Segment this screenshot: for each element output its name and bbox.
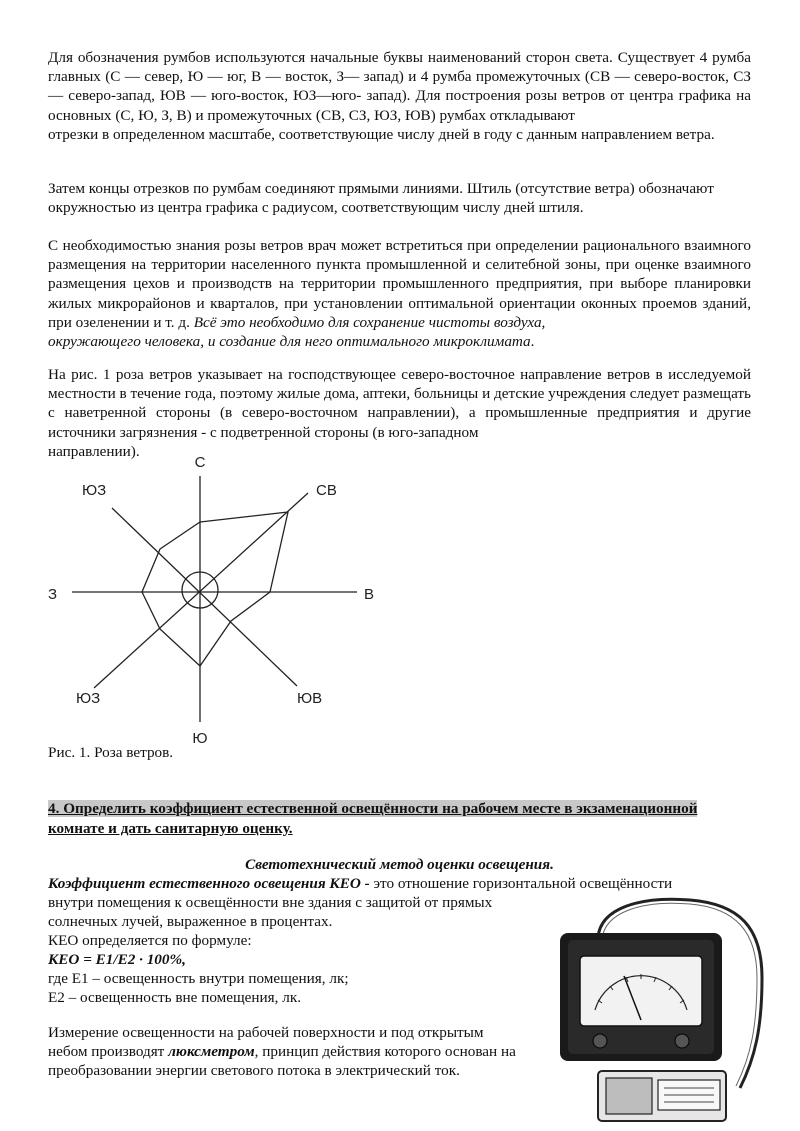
- keo-definition-line-3: солнечных лучей, выраженное в процентах.: [48, 913, 333, 930]
- paragraph-rhumbs-text: Для обозначения румбов используются начальные буквы наименований сторон света. Существует 4 румба главных (С — север, Ю — юг, В — восток, З— запад) и 4 румба промежуточных (СВ — северо-восток, СЗ — северо-запад, ЮВ — юго-восток, ЮЗ—юго- запад). Для построения розы ветров от центра графика на основных (С, Ю, З, В) и промежуточных (СВ, СЗ, ЮЗ, ЮВ) румбах откладывают: [48, 49, 751, 124]
- keo-definition-text-1: это отношение горизонтальной освещённости: [369, 875, 673, 892]
- label-east: В: [364, 586, 375, 603]
- label-northeast: СВ: [316, 482, 337, 499]
- paragraph-connect-last-line: окружностью из центра графика с радиусом, соответствующим числу дней штиля.: [48, 199, 584, 217]
- label-southwest: ЮЗ: [76, 690, 101, 707]
- luxmeter-illustration: [540, 888, 795, 1128]
- luxmeter-knob-right: [675, 1034, 689, 1048]
- label-west: З: [48, 586, 58, 603]
- label-southeast: ЮВ: [297, 690, 323, 707]
- paragraph-doctor-end: .: [530, 333, 535, 351]
- paragraph-doctor-italic-last: окружающего человека, и создание для него оптимального микроклимата: [48, 333, 531, 351]
- label-north: С: [194, 454, 206, 471]
- label-northwest: ЮЗ: [82, 482, 107, 499]
- luxmeter-knob-left: [593, 1034, 607, 1048]
- keo-definition-line-2: внутри помещения к освещённости вне здания с защитой от прямых: [48, 894, 493, 911]
- task-heading-line-2: комнате и дать санитарную оценку.: [48, 820, 293, 837]
- paragraph-rhumbs-last-line: отрезки в определенном масштабе, соответствующие числу дней в году с данным направлением ветра.: [48, 125, 715, 143]
- paragraph-doctor-text: С необходимостью знания розы ветров врач может встретиться при определении рационального взаимного размещения на территории населенного пункта промышленной и селитебной зоны, при оценке взаимного размещения цехов и производств на территории промышленного предприятия, при выборе планировки жилых микрорайонов и кварталов, при установлении оптимальной ориентации оконных проемов зданий, при озеленении и т. д.: [48, 237, 751, 331]
- paragraph-figure-ref-last-line: направлении).: [48, 442, 140, 460]
- task-heading: [48, 799, 751, 839]
- keo-e2-definition: Е2 – освещенность вне помещения, лк.: [48, 989, 302, 1006]
- luxmeter-sensor: [598, 1071, 726, 1121]
- method-subheading: Светотехнический метод оценки освещения.: [245, 856, 554, 873]
- keo-formula: КЕО = Е1/Е2 · 100%,: [48, 951, 186, 968]
- luxmeter-term: люксметром: [168, 1043, 255, 1060]
- measure-text-a: небом производят: [48, 1043, 169, 1060]
- figure-caption: Рис. 1. Роза ветров.: [48, 744, 174, 761]
- paragraph-connect-text: Затем концы отрезков по румбам соединяют прямыми линиями. Штиль (отсутствие ветра) обозначают: [48, 180, 714, 197]
- paragraph-doctor-italic: Всё это необходимо для сохранение чистоты воздуха,: [193, 313, 546, 331]
- wind-rose-polygon: [142, 512, 288, 666]
- keo-formula-intro: КЕО определяется по формуле:: [48, 932, 252, 949]
- paragraph-figure-ref-text: На рис. 1 роза ветров указывает на господствующее северо-восточное направление ветров в исследуемой местности в течение года, поэтому жилые дома, аптеки, больницы и детские учреждения следует размещать с наветренной стороны (в северо-восточном направлении), а промышленные предприятия и другие источники загрязнения - с подветренной стороны (в юго-западном: [48, 366, 751, 441]
- keo-e1-definition: где Е1 – освещенность внутри помещения, лк;: [48, 970, 349, 987]
- keo-term: Коэффициент естественного освещения КЕО -: [48, 875, 370, 892]
- label-south: Ю: [192, 730, 208, 747]
- measure-text-b: , принцип действия которого основан на: [254, 1043, 516, 1060]
- measure-line-2: [48, 1042, 516, 1061]
- measure-line-3: преобразовании энергии светового потока в электрический ток.: [48, 1062, 460, 1079]
- measure-line-1: Измерение освещенности на рабочей поверхности и под открытым: [48, 1024, 484, 1041]
- task-heading-line-1: 4. Определить коэффициент естественной освещённости на рабочем месте в экзаменационной: [48, 800, 698, 817]
- luxmeter-dial: [580, 956, 702, 1026]
